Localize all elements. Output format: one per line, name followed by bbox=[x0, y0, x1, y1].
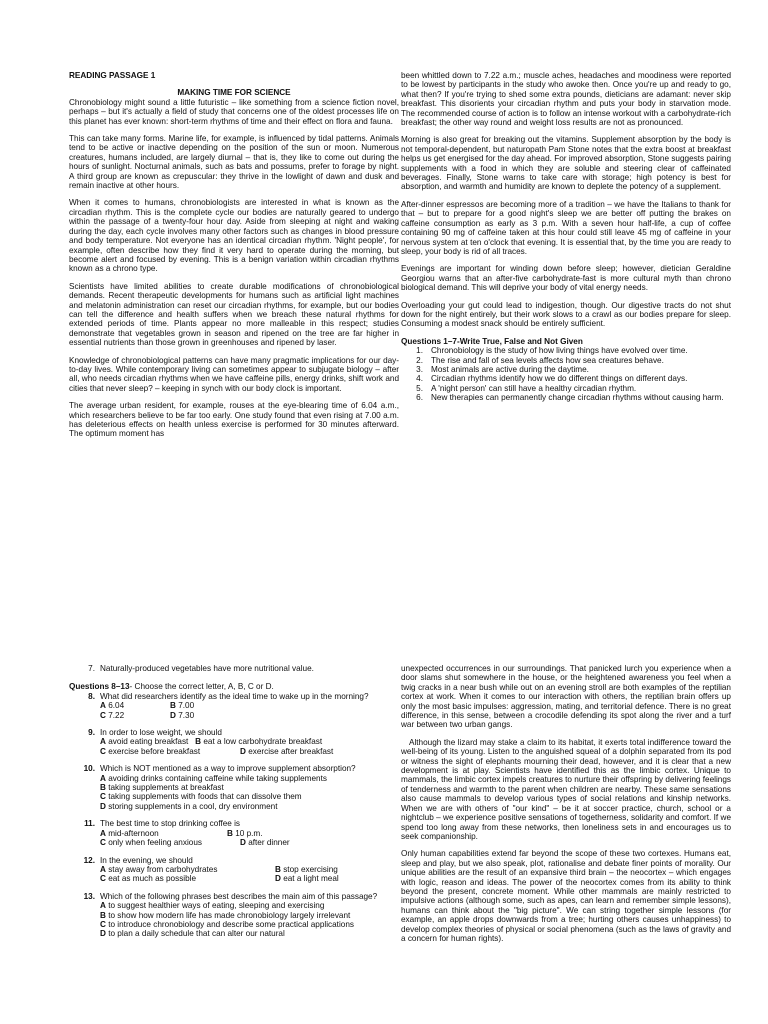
page2-right-column bbox=[401, 664, 731, 951]
question-13: 13. Which of the following phrases best describes the main aim of this passage? A to suggest healthier ways of eating, sleeping and exercising B to show how modern life has made chronobiology largely irrelevant C to introduce chronobiology and describe some practical applications D to plan a daily schedule that can alter our natural bbox=[83, 891, 378, 939]
list-item: 2. The rise and fall of sea levels affects how sea creatures behave. bbox=[416, 355, 664, 365]
paragraph: When it comes to humans, chronobiologists are interested in what is known as the circadian rhythm. This is the complete cycle our bodies are naturally geared to undergo within the passage of a twenty-four hour day. Aside from sleeping at night and waking during the day, each cycle involves many other factors such as changes in blood pressure and body temperature. Not everyone has an identical circadian rhythm. 'Night people', for example, often describe how they find it very hard to operate during the morning, but become alert and focused by evening. This is a benign variation within circadian rhythms known as a chrono type. bbox=[69, 198, 399, 274]
paragraph: Chronobiology might sound a little futuristic – like something from a science fiction novel, perhaps – but it's actually a field of study that concerns one of the oldest processes life on this planet has ever known: short-term rhythms of time and their effect on flora and fauna. bbox=[69, 97, 399, 126]
paragraph: Although the lizard may stake a claim to its habitat, it exerts total indifference toward the well-being of its young. Listen to the anguished squeal of a dolphin separated from its pod or witness the sight of elephants mourning their dead, however, and it is clear that a new development is at play. Scientists have identified this as the limbic cortex. Unique to mammals, the limbic cortex impels creatures to nurture their offspring by delivering feelings of tenderness and warmth to the parent when children are nearby. These same sensations also cause mammals to develop various types of social relations and kinship networks. When we are with others of "our kind" – be it at soccer practice, church, school or a nightclub – we experience positive sensations of togetherness, solidarity and comfort. If we spend too long away from these networks, then loneliness sets in and encourages us to seek companionship. bbox=[401, 737, 731, 841]
page1-right-column bbox=[401, 71, 731, 403]
list-item: 3. Most animals are active during the daytime. bbox=[416, 364, 589, 374]
paragraph: Scientists have limited abilities to create durable modifications of chronobiological demands. Recent therapeutic developments for humans such as artificial light machines and melatonin administration can reset our circadian rhythms, for example, but our bodies can tell the difference and health suffers when we breach these natural rhythms for extended periods of time. Plants appear no more malleable in this respect; studies demonstrate that vegetables grown in season and ripened on the tree are far higher in essential nutrients than those grown in greenhouses and ripened by laser. bbox=[69, 281, 399, 348]
paragraph: The average urban resident, for example, rouses at the eye-blearing time of 6.04 a.m., which researchers believe to be far too early. One study found that even rising at 7.00 a.m. has deleterious effects on health unless exercise is performed for 30 minutes afterward. The optimum moment has bbox=[69, 401, 399, 439]
question-12: 12. In the evening, we should A stay away from carbohydrates B stop exercising C eat as much as possible D eat a light meal bbox=[83, 855, 339, 884]
true-false-list bbox=[401, 346, 731, 402]
list-item: 5. A 'night person' can still have a healthy circadian rhythm. bbox=[416, 383, 637, 393]
paragraph: Only human capabilities extend far beyond the scope of these two cortexes. Humans eat, sleep and play, but we also speak, plot, rationalise and debate finer points of morality. Our unique abilities are the result of an expansive third brain – the neocortex – which engages with logic, reason and ideas. The power of the neocortex comes from its ability to think beyond the present, concrete moment. While other mammals are mainly restricted to impulsive actions (although some, such as apes, can learn and remember simple lessons), humans can think about the "big picture". We can string together simple lessons (for example, an apple drops downwards from a tree; hurting others causes unhappiness) to develop complex theories of physical or social phenomena (such as the laws of gravity and a concern for human rights). bbox=[401, 849, 731, 943]
page2-left-column bbox=[69, 664, 399, 946]
passage-title: MAKING TIME FOR SCIENCE bbox=[177, 88, 291, 98]
question-10: 10. Which is NOT mentioned as a way to improve supplement absorption? A avoiding drinks containing caffeine while taking supplements B taking supplements at breakfast C taking supplements with foods that can dissolve them D storing supplements in a cool, dry environment bbox=[83, 764, 356, 811]
list-item: 1. Chronobiology is the study of how living things have evolved over time. bbox=[416, 346, 688, 356]
mcq-heading: Questions 8–13- Choose the correct letter, A, B, C or D. bbox=[69, 682, 274, 692]
paragraph: been whittled down to 7.22 a.m.; muscle aches, headaches and moodiness were reported to be lowest by participants in the study who awoke then. Once you're up and ready to go, what then? If you're trying to shed some extra pounds, dieticians are adamant: never skip breakfast. This disorients your circadian rhythm and puts your body in starvation mode. The recommended course of action is to follow an intense workout with a carbohydrate-rich breakfast; the other way round and weight loss results are not as pronounced. bbox=[401, 71, 731, 128]
question-7: 7. Naturally-produced vegetables have more nutritional value. bbox=[88, 664, 314, 673]
paragraph: Knowledge of chronobiological patterns can have many pragmatic implications for our day-to-day lives. While contemporary living can sometimes appear to subjugate biology – after all, who needs circadian rhythms when we have caffeine pills, energy drinks, shift work and cities that never sleep? – keeping in synch with our body clock is important. bbox=[69, 355, 399, 393]
page1-left-column bbox=[69, 71, 399, 447]
list-item: 4. Circadian rhythms identify how we do different things on different days. bbox=[416, 374, 688, 384]
paragraph: Evenings are important for winding down before sleep; however, dietician Geraldine Georgiou warns that an after-five carbohydrate-fast is more cultural myth than chrono biological demand. This will deprive your body of vital energy needs. bbox=[401, 264, 731, 293]
questions-heading: Questions 1–7-Write True, False and Not Given bbox=[401, 336, 583, 346]
list-item: 6. New therapies can permanently change circadian rhythms without causing harm. bbox=[416, 393, 724, 403]
question-8: 8. What did researchers identify as the ideal time to wake up in the morning? A 6.04 B 7.00 C 7.22 D 7.30 bbox=[88, 691, 369, 720]
paragraph: Overloading your gut could lead to indigestion, though. Our digestive tracts do not shut down for the night entirely, but their work slows to a crawl as our bodies prepare for sleep. Consuming a modest snack should be entirely sufficient. bbox=[401, 300, 731, 329]
question-9: 9. In order to lose weight, we should A avoid eating breakfast B eat a low carbohydrate breakfast C exercise before breakfast D exercise after breakfast bbox=[88, 728, 334, 756]
paragraph: Morning is also great for breaking out the vitamins. Supplement absorption by the body is not temporal-dependent, but naturopath Pam Stone notes that the extra boost at breakfast helps us get energised for the day ahead. For improved absorption, Stone suggests pairing supplements with a food in which they are soluble and steering clear of caffeinated beverages. Finally, Stone warns to take care with storage; high potency is best for absorption, and warmth and humidity are known to deplete the potency of a supplement. bbox=[401, 135, 731, 192]
passage-heading: READING PASSAGE 1 bbox=[69, 71, 156, 80]
paragraph: unexpected occurrences in our surroundings. That panicked lurch you experience when a door slams shut somewhere in the house, or the heightened awareness you feel when a twig cracks in a near bush while out on an evening stroll are both examples of the reptilian cortex at work. When it comes to our interaction with others, the reptilian brain offers up only the most basic impulses: aggression, mating, and territorial defence. There is no great difference, in this sense, between a crocodile defending its spot along the river and a turf war between two urban gangs. bbox=[401, 664, 731, 730]
question-11: 11. The best time to stop drinking coffee is A mid-afternoon B 10 p.m. C only when feeling anxious D after dinner bbox=[84, 819, 290, 848]
paragraph: After-dinner espressos are becoming more of a tradition – we have the Italians to thank for that – but to prepare for a good night's sleep we are better off putting the brakes on caffeine consumption as early as 3 p.m. With a seven hour half-life, a cup of coffee containing 90 mg of caffeine taken at this hour could still leave 45 mg of caffeine in your nervous system at ten o'clock that evening. It is essential that, by the time you are ready to sleep, your body is rid of all traces. bbox=[401, 199, 731, 256]
paragraph: This can take many forms. Marine life, for example, is influenced by tidal patterns. Animals tend to be active or inactive depending on the position of the sun or moon. Numerous creatures, humans included, are largely diurnal – that is, they like to come out during the hours of sunlight. Nocturnal animals, such as bats and possums, prefer to forage by night. A third group are known as crepuscular: they thrive in the lowlight of dawn and dusk and remain inactive at other hours. bbox=[69, 134, 399, 191]
